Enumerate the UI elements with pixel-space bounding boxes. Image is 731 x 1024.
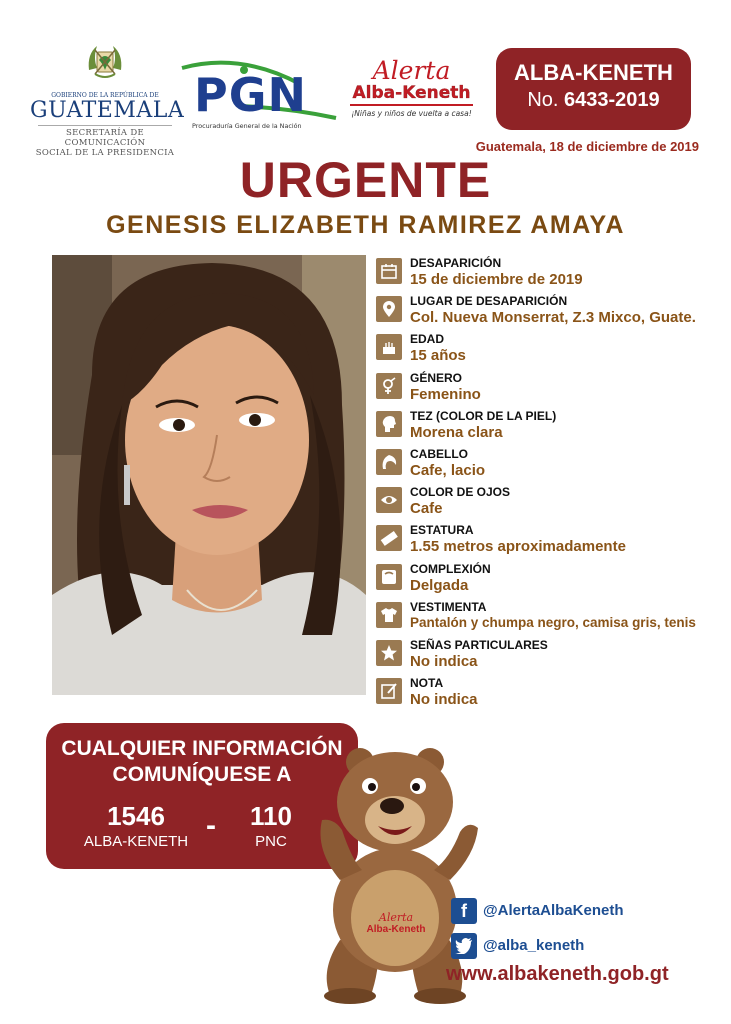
detail-value: No indica	[410, 652, 478, 670]
detail-row-ojos	[374, 484, 729, 522]
ruler-icon	[376, 525, 402, 551]
phone-separator: -	[206, 809, 216, 842]
contact-line-1: CUALQUIER INFORMACIÓN	[61, 737, 343, 760]
location-pin-icon	[376, 296, 402, 322]
secretaria-line-1: SECRETARÍA DE COMUNICACIÓN	[64, 128, 146, 148]
detail-value: 15 de diciembre de 2019	[410, 271, 583, 288]
secretaria-line-2: SOCIAL DE LA PRESIDENCIA	[35, 148, 175, 158]
alerta-tagline: ¡Niñas y niños de vuelta a casa!	[351, 109, 472, 118]
detail-label: GÉNERO	[410, 370, 463, 385]
detail-row-senas	[374, 637, 729, 675]
star-icon	[376, 640, 402, 666]
website-link[interactable]: www.albakeneth.gob.gt	[446, 963, 669, 985]
detail-value: Col. Nueva Monserrat, Z.3 Mixco, Guate.	[410, 309, 696, 327]
alerta-word: Alerta	[372, 56, 451, 85]
scale-icon	[376, 564, 402, 590]
detail-value: Morena clara	[410, 423, 503, 441]
urgent-heading: URGENTE	[239, 152, 492, 208]
detail-row-desaparicion	[374, 255, 729, 293]
shirt-icon	[376, 602, 402, 628]
twitter-handle[interactable]: @alba_keneth	[483, 937, 585, 954]
calendar-icon	[376, 258, 402, 284]
publication-date: Guatemala, 18 de diciembre de 2019	[475, 139, 699, 154]
detail-label: COMPLEXIÓN	[410, 561, 491, 576]
alerta-alba-keneth-logo	[344, 58, 479, 128]
detail-label: VESTIMENTA	[410, 599, 487, 614]
twitter-link[interactable]	[451, 933, 691, 961]
missing-person-photo	[52, 255, 366, 695]
birthday-cake-icon	[376, 334, 402, 360]
detail-value: Femenino	[410, 385, 481, 403]
facebook-icon: f	[451, 898, 477, 924]
case-number	[496, 86, 691, 114]
detail-label: DESAPARICIÓN	[410, 256, 502, 270]
detail-label: LUGAR DE DESAPARICIÓN	[410, 294, 568, 309]
detail-row-edad	[374, 331, 729, 369]
detail-row-lugar	[374, 293, 729, 331]
phone-pnc[interactable]: 110	[250, 801, 292, 831]
detail-label: CABELLO	[410, 446, 468, 461]
detail-row-vestimenta	[374, 599, 729, 637]
detail-row-nota	[374, 675, 729, 713]
pgn-acronym: PGN	[194, 68, 307, 122]
detail-value: No indica	[410, 691, 478, 709]
pgn-logo	[180, 58, 340, 138]
details-list	[374, 255, 729, 713]
detail-row-cabello	[374, 446, 729, 484]
facebook-handle[interactable]: @AlertaAlbaKeneth	[483, 902, 624, 919]
detail-label: TEZ (COLOR DE LA PIEL)	[410, 408, 557, 423]
detail-value: Cafe	[410, 500, 443, 518]
note-icon	[376, 678, 402, 704]
guatemala-seal-icon	[83, 40, 127, 84]
detail-value: Cafe, lacio	[410, 461, 486, 479]
detail-label: NOTA	[410, 676, 444, 691]
mascot-badge-alerta: Alerta	[378, 911, 414, 924]
case-number-value: 6433-2019	[564, 89, 660, 111]
detail-label: SEÑAS PARTICULARES	[410, 637, 548, 652]
detail-label: EDAD	[410, 332, 445, 347]
mascot-badge-name: Alba-Keneth	[366, 924, 426, 935]
detail-row-complexion	[374, 561, 729, 599]
gender-icon	[376, 373, 402, 399]
hair-icon	[376, 449, 402, 475]
detail-value: Delgada	[410, 576, 469, 594]
alba-keneth-word: Alba-Keneth	[352, 83, 471, 103]
eye-icon	[376, 487, 402, 513]
detail-row-genero	[374, 370, 729, 408]
phone-pnc-label: PNC	[255, 833, 287, 850]
detail-value: 1.55 metros aproximadamente	[410, 538, 626, 556]
facebook-link[interactable]	[451, 898, 691, 926]
phone-alba-keneth[interactable]: 1546	[107, 801, 165, 831]
detail-value: Pantalón y chumpa negro, camisa gris, tenis	[410, 614, 696, 630]
case-number-box	[496, 48, 691, 130]
pgn-subtitle: Procuraduría General de la Nación	[192, 122, 302, 130]
case-prefix: No.	[527, 89, 559, 111]
head-profile-icon	[376, 411, 402, 437]
gov-line: GOBIERNO DE LA REPÚBLICA DE	[51, 92, 159, 99]
portrait-illustration	[52, 255, 366, 695]
missing-person-name: GENESIS ELIZABETH RAMIREZ AMAYA	[106, 211, 625, 239]
twitter-icon	[451, 933, 477, 959]
detail-label: COLOR DE OJOS	[410, 485, 511, 500]
detail-label: ESTATURA	[410, 523, 474, 538]
detail-row-tez	[374, 408, 729, 446]
contact-line-2: COMUNÍQUESE A	[112, 763, 292, 786]
detail-value: 15 años	[410, 347, 466, 365]
phone-alba-keneth-label: ALBA-KENETH	[83, 833, 189, 850]
guatemala-name: GUATEMALA	[30, 98, 185, 123]
guatemala-government-logo	[30, 40, 185, 158]
case-title: ALBA-KENETH	[514, 60, 673, 85]
detail-row-estatura	[374, 522, 729, 560]
